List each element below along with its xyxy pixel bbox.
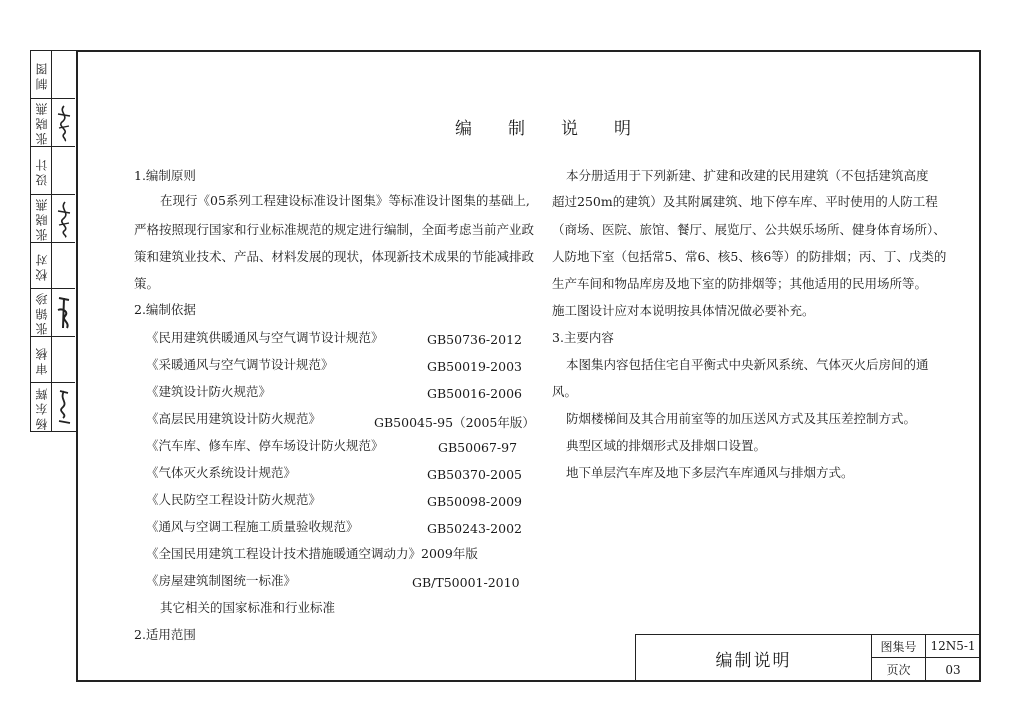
standard-code: GB50370-2005: [427, 467, 522, 482]
handwritten-signature: [52, 99, 75, 146]
standard-code: GB50016-2006: [427, 386, 522, 401]
standard-code: GB50736-2012: [427, 332, 522, 347]
page-no-label: 页次: [872, 658, 926, 681]
standard-name: 《通风与空调工程施工质量验收规范》: [146, 519, 359, 534]
scope-line: 生产车间和物品库房及地下室的防排烟等；其他适用的民用场所等。: [552, 276, 928, 291]
contents-line: 地下单层汽车库及地下多层汽车库通风与排烟方式。: [566, 465, 854, 480]
contents-line: 风。: [552, 384, 578, 399]
contents-line: 典型区域的排烟形式及排烟口设置。: [566, 438, 767, 453]
sign-name-drawer: 张晓燕: [34, 100, 49, 145]
sign-label-reviewer: 审核: [34, 344, 49, 375]
standards-footer: 其它相关的国家标准和行业标准: [160, 600, 336, 615]
sign-name-checker: 张锦珍: [34, 290, 49, 335]
sign-cell-checker: [31, 243, 75, 289]
standard-code: GB50067-97: [438, 440, 518, 455]
section-heading-basis: 2.编制依据: [134, 302, 196, 317]
standard-name: 《采暖通风与空气调节设计规范》: [146, 357, 334, 372]
scope-line: 人防地下室（包括常5、常6、核5、核6等）的防排烟；丙、丁、戊类的: [552, 249, 947, 264]
atlas-no-label: 图集号: [872, 635, 926, 658]
contents-line: 防烟楼梯间及其合用前室等的加压送风方式及其压差控制方式。: [566, 411, 917, 426]
principles-line: 严格按照现行国家和行业标准规范的规定进行编制，全面考虑当前产业政: [134, 222, 535, 237]
standard-code: GB/T50001-2010: [412, 575, 520, 590]
signature-strip: [30, 50, 76, 432]
scope-line: （商场、医院、旅馆、餐厅、展览厅、公共娱乐场所、健身体育场所）、: [552, 222, 946, 237]
standard-code: GB50098-2009: [427, 494, 522, 509]
scope-line: 超过250m的建筑）及其附属建筑、地下停车库、平时使用的人防工程: [552, 194, 938, 209]
principles-line: 策和建筑业技术、产品、材料发展的现状，体现新技术成果的节能减排政: [134, 249, 535, 264]
atlas-no-value: 12N5-1: [926, 635, 980, 658]
standard-code: GB50045-95（2005年版）: [374, 415, 535, 430]
standard-name: 《房屋建筑制图统一标准》: [146, 573, 297, 588]
scope-line: 本分册适用于下列新建、扩建和改建的民用建筑（不包括建筑高度: [566, 168, 929, 183]
section-heading-contents: 3.主要内容: [552, 330, 614, 345]
scope-line: 施工图设计应对本说明按具体情况做必要补充。: [552, 303, 815, 318]
sign-label-drawer: 制图: [34, 59, 49, 90]
contents-line: 本图集内容包括住宅自平衡式中央新风系统、气体灭火后房间的通: [566, 357, 929, 372]
standard-name: 《人民防空工程设计防火规范》: [146, 492, 322, 507]
handwritten-signature: [52, 383, 75, 431]
sign-cell-designer: [31, 147, 75, 195]
page-no-value: 03: [945, 662, 961, 677]
principles-line: 策。: [134, 276, 160, 291]
sign-cell-checker-signature: [31, 289, 75, 337]
sign-label-designer: 设计: [34, 155, 49, 186]
standard-name: 《民用建筑供暖通风与空气调节设计规范》: [146, 330, 384, 345]
sign-cell-designer-signature: [31, 195, 75, 243]
section-heading-principles: 1.编制原则: [134, 168, 196, 183]
standard-code: GB50019-2003: [427, 359, 522, 374]
standard-name: 《全国民用建筑工程设计技术措施暖通空调动力》2009年版: [146, 546, 478, 561]
standard-name: 《气体灭火系统设计规范》: [146, 465, 297, 480]
handwritten-signature: [52, 289, 75, 336]
handwritten-signature: [52, 195, 75, 242]
sign-cell-reviewer: [31, 337, 75, 383]
drawing-name: 编制说明: [636, 635, 872, 681]
sign-label-checker: 校对: [34, 250, 49, 281]
standard-name: 《高层民用建筑设计防火规范》: [146, 411, 322, 426]
standard-name: 《建筑设计防火规范》: [146, 384, 272, 399]
standard-code: GB50243-2002: [427, 521, 522, 536]
standard-name: 《汽车库、修车库、停车场设计防火规范》: [146, 438, 384, 453]
sign-cell-drawer-signature: [31, 99, 75, 147]
sign-name-designer: 张晓燕: [34, 196, 49, 241]
page-title: 编制说明: [455, 119, 667, 139]
sign-cell-drawer: [31, 51, 75, 99]
principles-line: 在现行《05系列工程建设标准设计图集》等标准设计图集的基础上,: [160, 193, 530, 208]
section-heading-scope: 2.适用范围: [134, 627, 196, 642]
sign-cell-reviewer-signature: [31, 383, 75, 431]
title-block: [635, 634, 981, 682]
sign-name-reviewer: 杨东辉: [34, 384, 49, 430]
